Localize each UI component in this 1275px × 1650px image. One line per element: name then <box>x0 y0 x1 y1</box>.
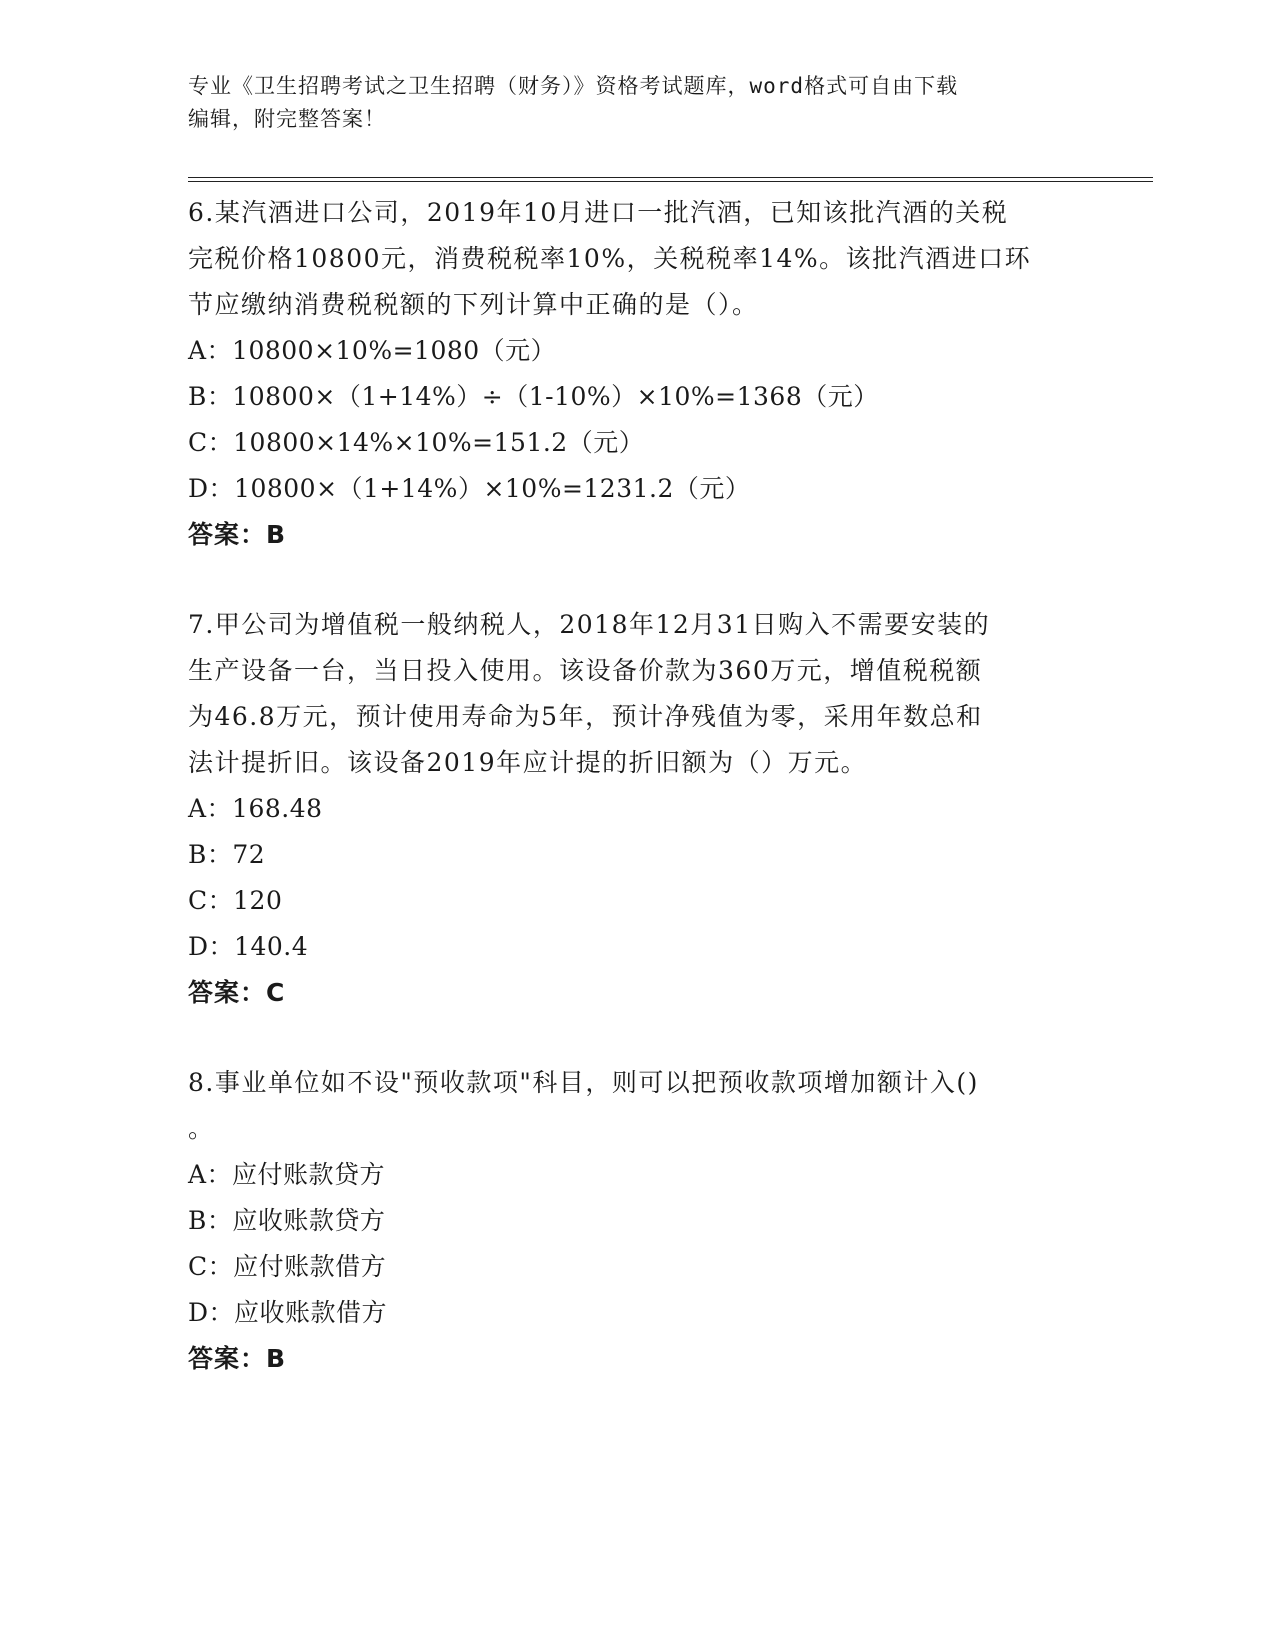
header-divider <box>188 177 1153 182</box>
option-a: A：10800×10%=1080（元） <box>188 336 557 365</box>
question-stem-line: 7.甲公司为增值税一般纳税人，2018年12月31日购入不需要安装的 <box>188 610 991 639</box>
option-c: C：120 <box>188 886 283 915</box>
option-a: A：168.48 <box>188 794 323 823</box>
option-d: D：140.4 <box>188 932 309 961</box>
question-stem-line: 。 <box>188 1114 215 1143</box>
question-stem-line: 节应缴纳消费税税额的下列计算中正确的是（）。 <box>188 290 759 319</box>
option-c: C：应付账款借方 <box>188 1252 387 1281</box>
answer-label: 答案：C <box>188 978 286 1007</box>
document-header <box>188 70 1088 136</box>
question-stem-line: 8.事业单位如不设"预收款项"科目，则可以把预收款项增加额计入() <box>188 1068 979 1097</box>
question-stem-line: 法计提折旧。该设备2019年应计提的折旧额为（）万元。 <box>188 748 868 777</box>
question-stem-line: 完税价格10800元，消费税税率10%，关税税率14%。该批汽酒进口环 <box>188 244 1032 273</box>
option-b: B：10800×（1+14%）÷（1-10%）×10%=1368（元） <box>188 382 879 411</box>
answer-label: 答案：B <box>188 1344 287 1373</box>
question-6 <box>188 190 1088 558</box>
option-c: C：10800×14%×10%=151.2（元） <box>188 428 645 457</box>
header-line-1: 专业《卫生招聘考试之卫生招聘（财务）》资格考试题库，word格式可自由下载 <box>188 74 959 98</box>
question-stem-line: 生产设备一台，当日投入使用。该设备价款为360万元，增值税税额 <box>188 656 983 685</box>
option-b: B：72 <box>188 840 266 869</box>
question-7 <box>188 602 1088 1016</box>
answer-label: 答案：B <box>188 520 287 549</box>
option-d: D：应收账款借方 <box>188 1298 388 1327</box>
option-d: D：10800×（1+14%）×10%=1231.2（元） <box>188 474 751 503</box>
question-8 <box>188 1060 1088 1382</box>
question-stem-line: 6.某汽酒进口公司，2019年10月进口一批汽酒，已知该批汽酒的关税 <box>188 198 1009 227</box>
question-stem-line: 为46.8万元，预计使用寿命为5年，预计净残值为零，采用年数总和 <box>188 702 983 731</box>
option-b: B：应收账款贷方 <box>188 1206 386 1235</box>
question-list <box>188 190 1088 1426</box>
option-a: A：应付账款贷方 <box>188 1160 386 1189</box>
header-line-2: 编辑，附完整答案！ <box>188 107 386 131</box>
